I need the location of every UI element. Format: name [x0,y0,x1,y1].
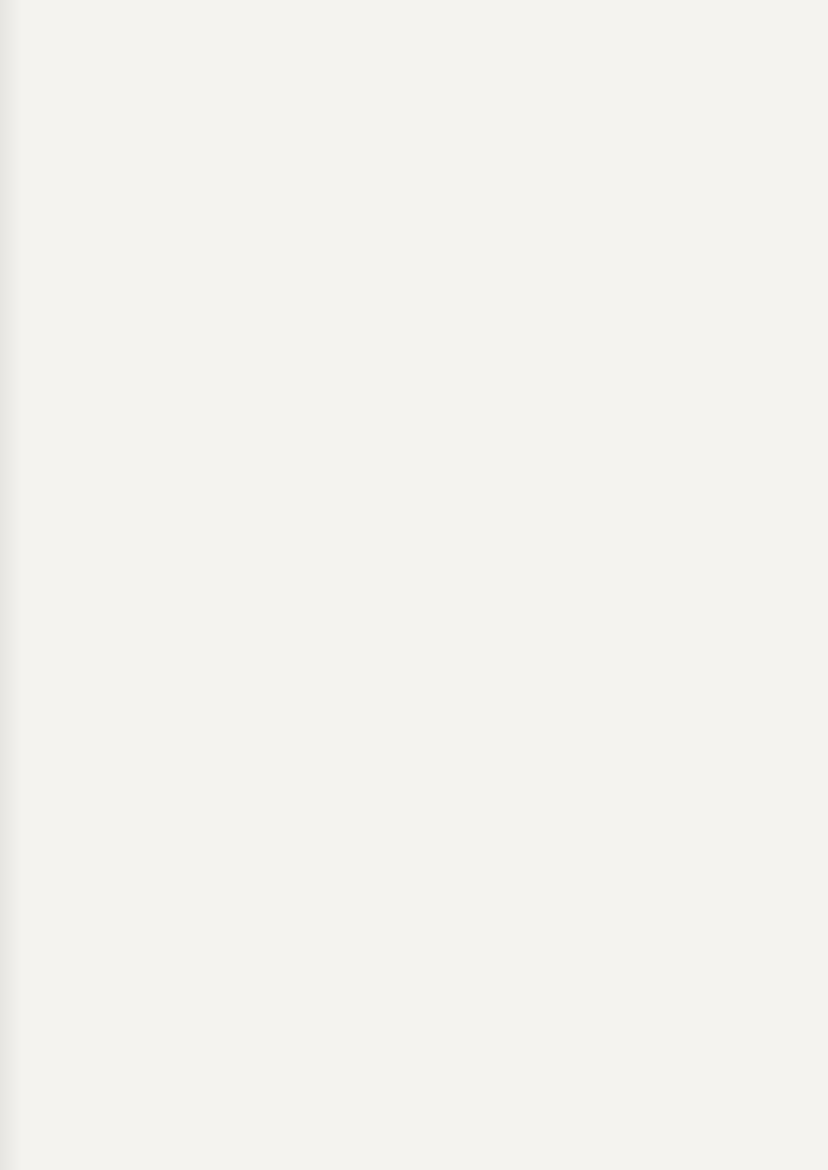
page-gutter-shadow [0,0,22,1170]
ninth-grade-section [6,842,306,848]
